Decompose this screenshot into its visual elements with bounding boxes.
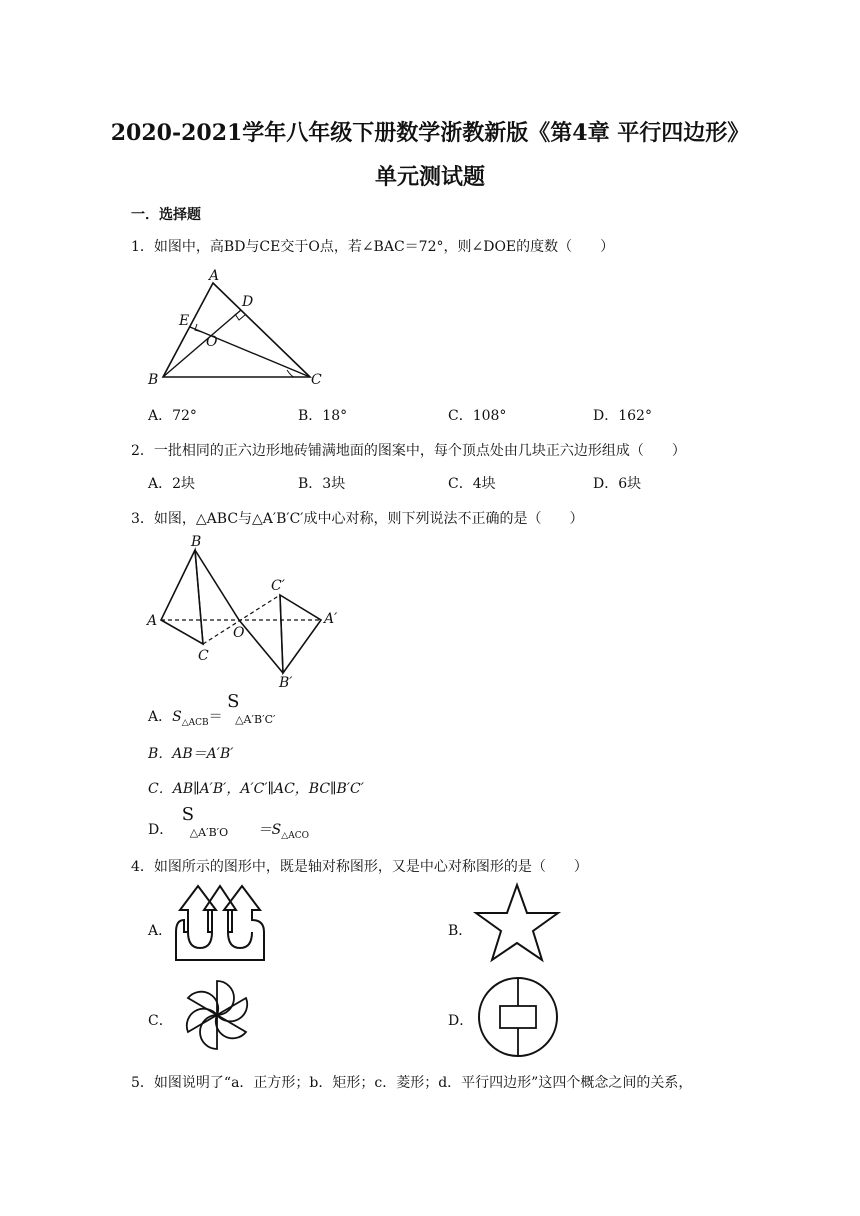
- q3-option-c[interactable]: C．AB∥A′B′，A′C′∥AC，BC∥B′C′: [148, 781, 364, 797]
- q2-option-c[interactable]: C．4块: [448, 476, 496, 492]
- q3-option-d-prefix: D．: [148, 822, 174, 838]
- q2-stem: 2．一批相同的正六边形地砖铺满地面的图案中，每个顶点处由几块正六边形组成（ ）: [131, 443, 686, 459]
- q1-label-a: A: [209, 268, 220, 284]
- document-title: 2020-2021学年八年级下册数学浙教新版《第4章 平行四边形》: [110, 120, 750, 146]
- q1-label-o: O: [206, 334, 218, 350]
- q3-option-a-area-left: S: [172, 709, 182, 725]
- q3-central-symmetry-figure: [145, 535, 355, 690]
- q3-option-a-area-right: S: [227, 691, 240, 712]
- q1-label-e: E: [179, 313, 190, 329]
- section-heading: 一．选择题: [131, 207, 201, 223]
- q3-label-c: C: [198, 648, 209, 664]
- q4-option-d-circle-square-icon: [473, 975, 563, 1059]
- q3-stem: 3．如图，△ABC与△A′B′C′成中心对称，则下列说法不正确的是（ ）: [131, 511, 584, 527]
- q3-option-d-area-left-sub: △A′B′O: [189, 826, 229, 839]
- q1-option-a[interactable]: A．72°: [148, 408, 197, 424]
- q3-label-c-prime: C′: [271, 578, 285, 594]
- q2-option-a[interactable]: A．2块: [148, 476, 196, 492]
- q3-label-o: O: [233, 625, 245, 641]
- q4-option-a[interactable]: A．: [148, 923, 173, 939]
- q3-option-a-equals: ＝: [208, 709, 223, 725]
- q3-label-a-prime: A′: [324, 611, 338, 627]
- q3-option-d-area-right-sub: △ACO: [281, 830, 309, 841]
- q4-option-b-star-icon: [472, 882, 562, 964]
- q2-option-b[interactable]: B．3块: [298, 476, 346, 492]
- q1-option-d[interactable]: D．162°: [593, 408, 652, 424]
- q4-stem: 4．如图所示的图形中，既是轴对称图形，又是中心对称图形的是（ ）: [131, 859, 588, 875]
- q1-triangle-figure: [145, 270, 325, 390]
- q1-label-b: B: [148, 372, 159, 388]
- document-subtitle: 单元测试题: [374, 164, 485, 190]
- q1-stem: 1．如图中，高BD与CE交于O点，若∠BAC＝72°，则∠DOE的度数（ ）: [131, 239, 615, 255]
- q4-option-c-pinwheel-icon: [172, 975, 262, 1055]
- q2-option-d[interactable]: D．6块: [593, 476, 642, 492]
- q3-option-a[interactable]: [148, 691, 307, 729]
- q5-stem: 5．如图说明了“a．正方形；b．矩形；c．菱形；d．平行四边形”这四个概念之间的关系，: [131, 1075, 693, 1091]
- q3-option-d-area-left: S: [181, 804, 195, 825]
- q1-option-b[interactable]: B．18°: [298, 408, 348, 424]
- q1-label-c: C: [311, 372, 322, 388]
- q3-option-d[interactable]: [148, 804, 309, 842]
- q3-option-a-prefix: A．: [148, 709, 173, 725]
- q3-option-d-equals: ＝S: [257, 822, 282, 838]
- q4-option-b[interactable]: B．: [448, 923, 473, 939]
- q4-option-c[interactable]: C．: [148, 1013, 173, 1029]
- q4-option-d[interactable]: D．: [448, 1013, 474, 1029]
- q3-option-b[interactable]: B．AB＝A′B′: [148, 746, 234, 762]
- q3-label-a: A: [147, 613, 158, 629]
- q4-option-a-arrows-icon: [170, 882, 270, 964]
- q1-option-c[interactable]: C．108°: [448, 408, 507, 424]
- q3-label-b-prime: B′: [279, 675, 293, 691]
- q1-label-d: D: [242, 294, 254, 310]
- q3-option-a-area-left-sub: △ACB: [181, 717, 209, 728]
- q3-option-a-area-right-sub: △A′B′C′: [235, 713, 276, 726]
- q3-label-b: B: [191, 534, 202, 550]
